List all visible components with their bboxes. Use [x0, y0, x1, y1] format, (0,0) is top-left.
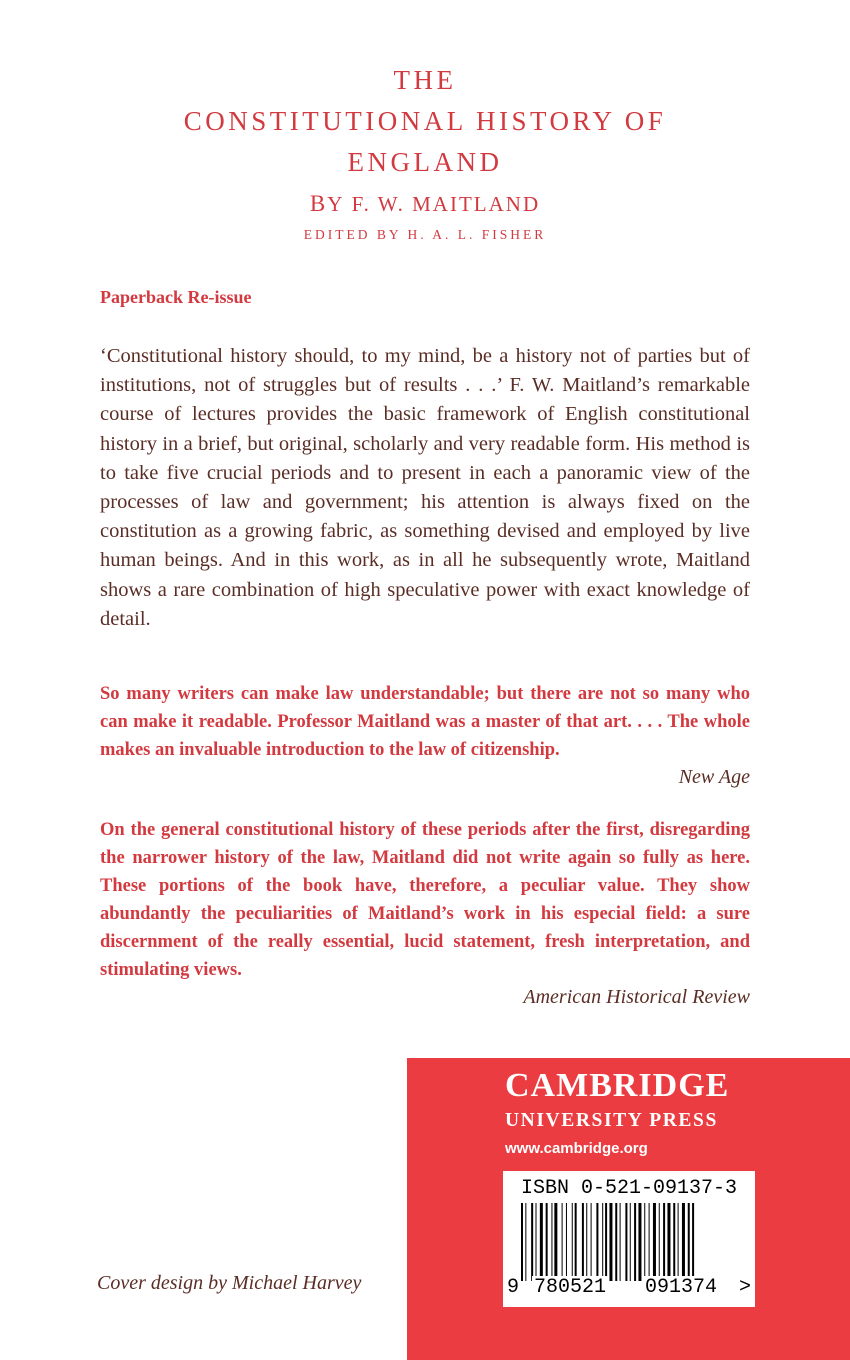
- barcode-bar: [562, 1203, 563, 1281]
- review-quote: [100, 816, 750, 1010]
- publisher-logo-name: CAMBRIDGE: [505, 1067, 730, 1104]
- barcode-bar: [620, 1203, 621, 1281]
- publisher-press: UNIVERSITY PRESS: [505, 1110, 718, 1131]
- byline-prefix-big: B: [309, 191, 328, 216]
- review-source: American Historical Review: [523, 986, 750, 1008]
- barcode-bar: [572, 1203, 573, 1281]
- barcode-end-mark: >: [739, 1276, 752, 1299]
- title-line-3: ENGLAND: [347, 147, 503, 177]
- barcode-digits-left: 780521: [534, 1276, 607, 1299]
- barcode-bar: [605, 1203, 607, 1281]
- barcode-bar: [582, 1203, 584, 1281]
- review-quote: [100, 680, 750, 790]
- barcode-bar: [591, 1203, 592, 1281]
- publisher-panel: [407, 1058, 850, 1360]
- barcode-bar: [596, 1203, 598, 1281]
- barcode-bar: [521, 1203, 523, 1281]
- barcode-bar: [575, 1203, 577, 1281]
- barcode-bar: [602, 1203, 603, 1281]
- cover-credit: Cover design by Michael Harvey: [97, 1272, 362, 1294]
- title-line-1: THE: [393, 65, 457, 95]
- barcode-bar: [625, 1203, 627, 1281]
- barcode-bar: [615, 1203, 617, 1281]
- barcode-bar: [551, 1203, 552, 1281]
- review-source: New Age: [678, 766, 750, 788]
- barcode-bar: [688, 1203, 690, 1281]
- edition-label: Paperback Re-issue: [100, 287, 252, 307]
- barcode-bar: [525, 1203, 526, 1281]
- barcode-bar: [638, 1203, 641, 1281]
- barcode-digit-first: 9: [507, 1276, 520, 1299]
- barcode-bar: [653, 1203, 656, 1281]
- barcode-bar: [609, 1203, 612, 1281]
- barcode-bar: [554, 1203, 557, 1281]
- barcode-bar: [678, 1203, 679, 1281]
- title-line-2: CONSTITUTIONAL HISTORY OF: [183, 106, 667, 136]
- author-byline: [0, 192, 850, 216]
- review-text: On the general constitutional history of these periods after the first, disregarding the narrower history of the law, Maitland did not write again so fully as here. These portions of the book have, therefore, a peculiar value. They show abundantly the peculiarities of Maitland’s work in his especial field: a sure discernment of the really essential, lucid statement, fresh interpretation, and stimulating views.: [100, 820, 750, 980]
- barcode-panel: [503, 1171, 755, 1307]
- barcode-bar: [546, 1203, 548, 1281]
- review-text: So many writers can make law understandable; but there are not so many who can make it readable. Professor Maitland was a master of that art. . . . The whole makes an invaluable introduction to the law of citizenship.: [100, 684, 750, 760]
- author-name: F. W. MAITLAND: [351, 192, 541, 216]
- byline-prefix-small: Y: [327, 192, 345, 216]
- book-header: [0, 60, 850, 244]
- barcode-digits-right: 091374: [645, 1276, 718, 1299]
- barcode-icon: [521, 1203, 743, 1281]
- barcode-bar: [566, 1203, 567, 1281]
- barcode-bar: [586, 1203, 587, 1281]
- barcode-bar: [649, 1203, 650, 1281]
- barcode-bar: [667, 1203, 670, 1281]
- barcode-bar: [634, 1203, 636, 1281]
- barcode-bar: [673, 1203, 675, 1281]
- barcode-bar: [531, 1203, 533, 1281]
- book-description: ‘Constitutional history should, to my mind, be a history not of parties but of institutions, not of struggles but of results . . .’ F. W. Maitland’s remarkable course of lectures provides the basic framework of English constitutional history in a brief, but original, scholarly and very readable form. His method is to take five crucial periods and to present in each a panoramic view of the processes of law and government; his attention is always fixed on the constitution as a growing fabric, as something devised and employed by live human beings. And in this work, as in all he subsequently wrote, Maitland shows a rare combination of high speculative power with exact knowledge of detail.: [100, 345, 750, 630]
- barcode-bar: [682, 1203, 685, 1281]
- barcode-bar: [536, 1203, 537, 1281]
- barcode-bar: [644, 1203, 645, 1281]
- barcode-bar: [692, 1203, 694, 1281]
- barcode-bar: [663, 1203, 665, 1281]
- editor-line: EDITED BY H. A. L. FISHER: [303, 227, 547, 242]
- barcode-bar: [659, 1203, 660, 1281]
- publisher-website: www.cambridge.org: [505, 1140, 648, 1157]
- isbn-number: ISBN 0-521-09137-3: [520, 1177, 738, 1200]
- barcode-bar: [630, 1203, 631, 1281]
- barcode-bar: [540, 1203, 543, 1281]
